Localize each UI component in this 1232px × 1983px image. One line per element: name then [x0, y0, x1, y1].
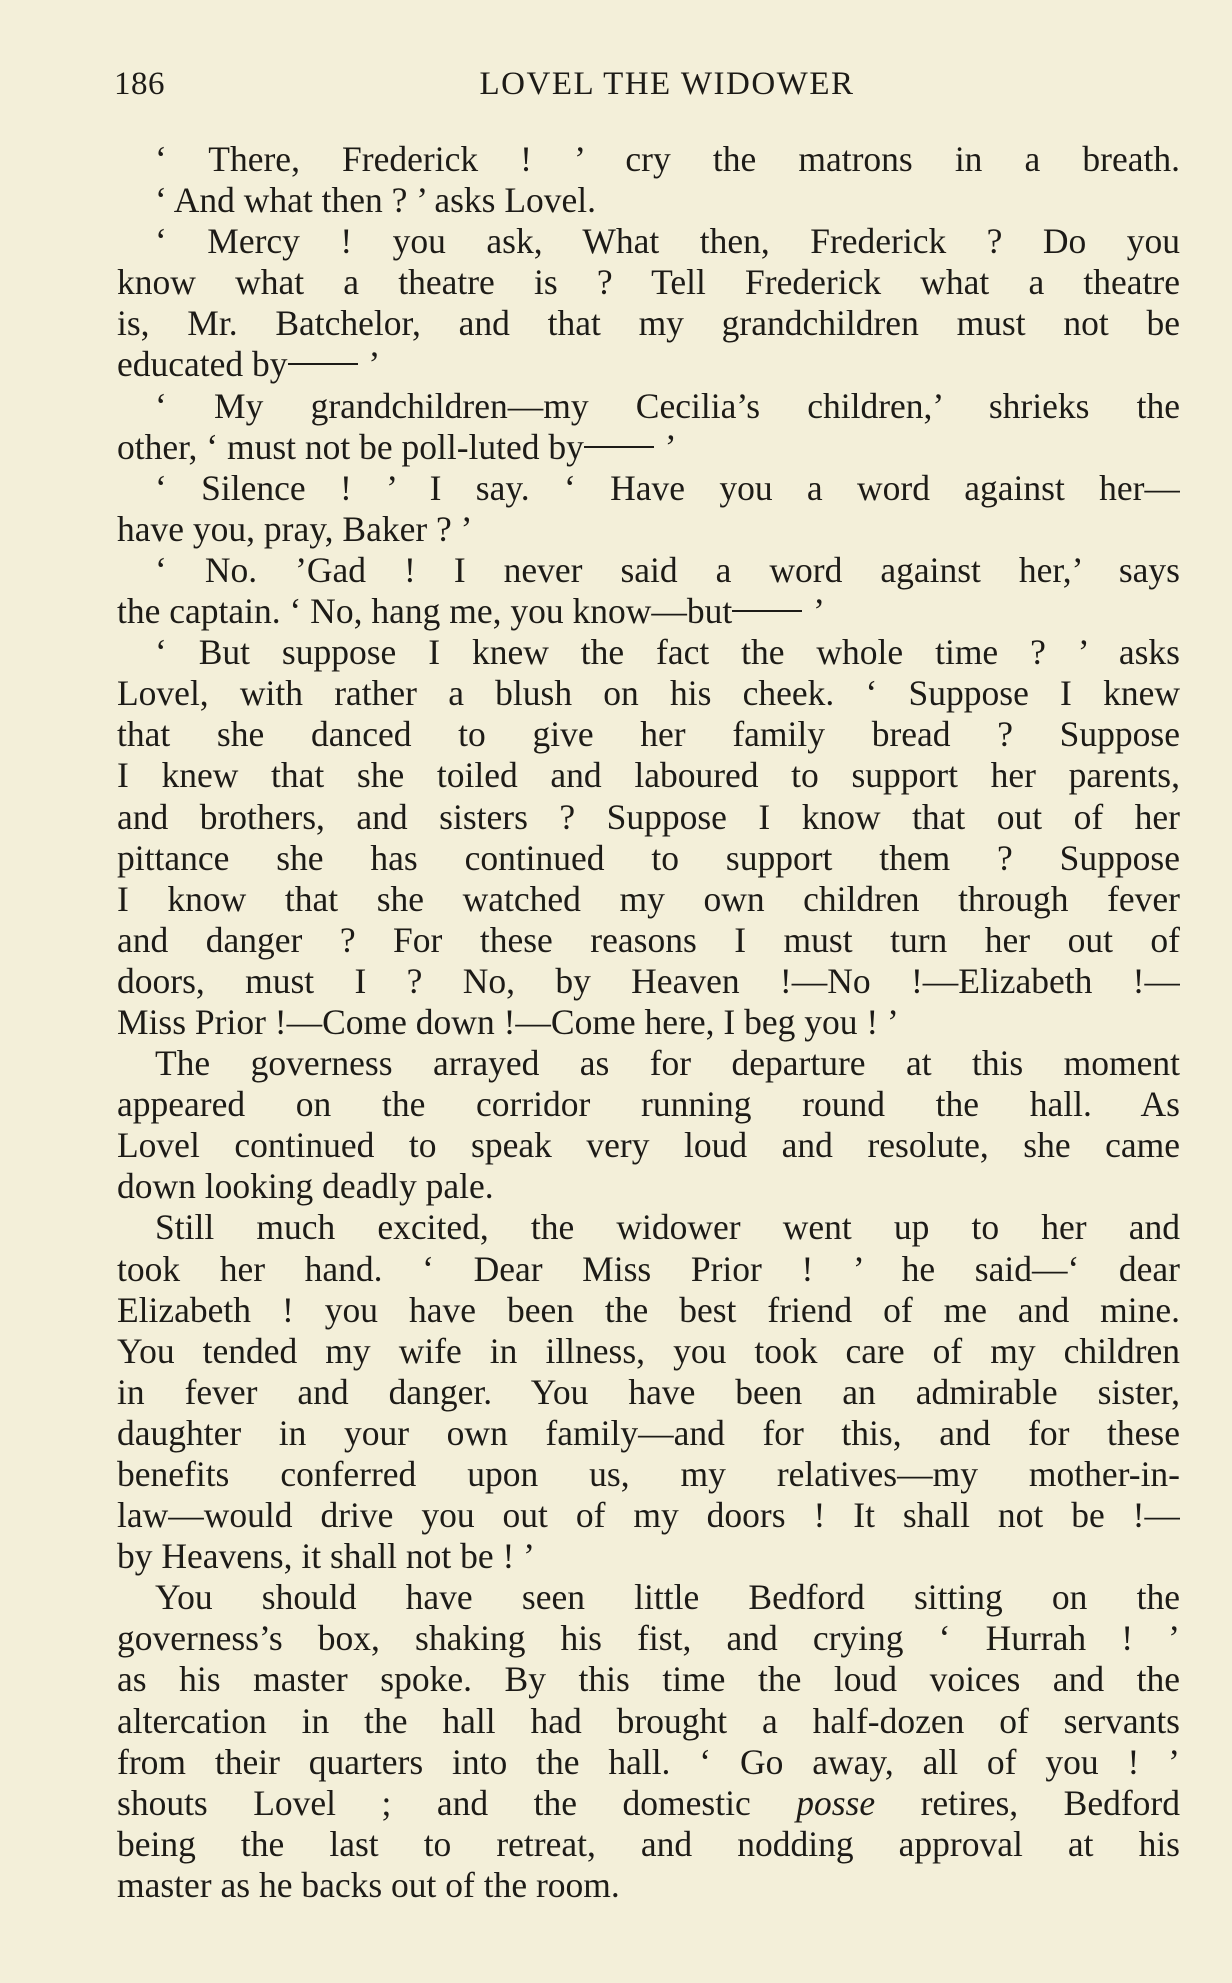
text-line: I knew that she toiled and laboured to support her parents, — [117, 755, 1180, 796]
text-line: benefits conferred upon us, my relatives—my mother-in- — [117, 1454, 1180, 1494]
text-line: ‘ Silence ! ’ I say. ‘ Have you a word against her— — [155, 467, 1180, 508]
body-text — [117, 139, 1180, 1906]
text-line: took her hand. ‘ Dear Miss Prior ! ’ he said—‘ dear — [117, 1248, 1180, 1289]
page-number: 186 — [114, 66, 165, 102]
text-line: by Heavens, it shall not be ! ’ — [117, 1536, 536, 1577]
text-line: daughter in your own family—and for this, and for these — [117, 1412, 1180, 1453]
text-line: as his master spoke. By this time the loud voices and the — [117, 1659, 1180, 1700]
text-line: ‘ And what then ? ’ asks Lovel. — [155, 180, 597, 221]
text-line: down looking deadly pale. — [117, 1166, 494, 1207]
text-line: Elizabeth ! you have been the best friend of me and mine. — [117, 1289, 1180, 1330]
em-dash-rule — [288, 363, 358, 365]
text-line: is, Mr. Batchelor, and that my grandchildren must not be — [117, 303, 1180, 344]
text-line: ‘ Mercy ! you ask, What then, Frederick ? Do you — [155, 221, 1180, 262]
text-line: governess’s box, shaking his fist, and crying ‘ Hurrah ! ’ — [117, 1618, 1180, 1659]
text-line: and brothers, and sisters ? Suppose I know that out of her — [117, 796, 1180, 837]
text-line: appeared on the corridor running round the hall. As — [117, 1084, 1180, 1125]
text-line: altercation in the hall had brought a half-dozen of servants — [117, 1700, 1180, 1741]
text-line: You tended my wife in illness, you took care of my children — [117, 1330, 1180, 1371]
text-line: law—would drive you out of my doors ! It shall not be !— — [117, 1495, 1180, 1536]
text-line: You should have seen little Bedford sitting on the — [155, 1577, 1180, 1618]
text-line: Still much excited, the widower went up to her and — [155, 1207, 1180, 1248]
text-line: Lovel continued to speak very loud and resolute, she came — [117, 1125, 1180, 1166]
text-line: have you, pray, Baker ? ’ — [117, 508, 473, 549]
text-line: that she danced to give her family bread ? Suppose — [117, 714, 1180, 755]
text-line: doors, must I ? No, by Heaven !—No !—Elizabeth !— — [117, 960, 1180, 1001]
text-line: from their quarters into the hall. ‘ Go away, all of you ! ’ — [117, 1741, 1180, 1782]
text-line: know what a theatre is ? Tell Frederick what a theatre — [117, 262, 1180, 303]
text-line: the captain. ‘ No, hang me, you know—but ’ — [117, 591, 825, 632]
page-header — [114, 66, 1180, 110]
text-line: pittance she has continued to support them ? Suppose — [117, 837, 1180, 878]
text-line: and danger ? For these reasons I must turn her out of — [117, 919, 1180, 960]
text-line: being the last to retreat, and nodding approval at his — [117, 1823, 1180, 1864]
text-line: The governess arrayed as for departure at this moment — [155, 1043, 1180, 1084]
text-line: master as he backs out of the room. — [117, 1864, 620, 1905]
text-line: ‘ My grandchildren—my Cecilia’s children,’ shrieks the — [155, 385, 1180, 426]
text-line: ‘ No. ’Gad ! I never said a word against her,’ says — [155, 549, 1180, 590]
text-line: Lovel, with rather a blush on his cheek. ‘ Suppose I knew — [117, 673, 1180, 714]
italic-word: posse — [796, 1782, 876, 1823]
em-dash-rule — [732, 610, 802, 612]
text-line: other, ‘ must not be poll-luted by ’ — [117, 426, 677, 467]
text-line: in fever and danger. You have been an admirable sister, — [117, 1371, 1180, 1412]
text-line: I know that she watched my own children through fever — [117, 878, 1180, 919]
text-line: ‘ There, Frederick ! ’ cry the matrons in a breath. — [155, 139, 1180, 179]
text-line: shouts Lovel ; and the domestic posse retires, Bedford — [117, 1782, 1180, 1823]
text-line: ‘ But suppose I knew the fact the whole time ? ’ asks — [155, 632, 1180, 673]
em-dash-rule — [584, 446, 654, 448]
running-title: LOVEL THE WIDOWER — [479, 66, 855, 102]
text-line: Miss Prior !—Come down !—Come here, I beg you ! ’ — [117, 1001, 899, 1042]
text-line: educated by ’ — [117, 344, 381, 385]
